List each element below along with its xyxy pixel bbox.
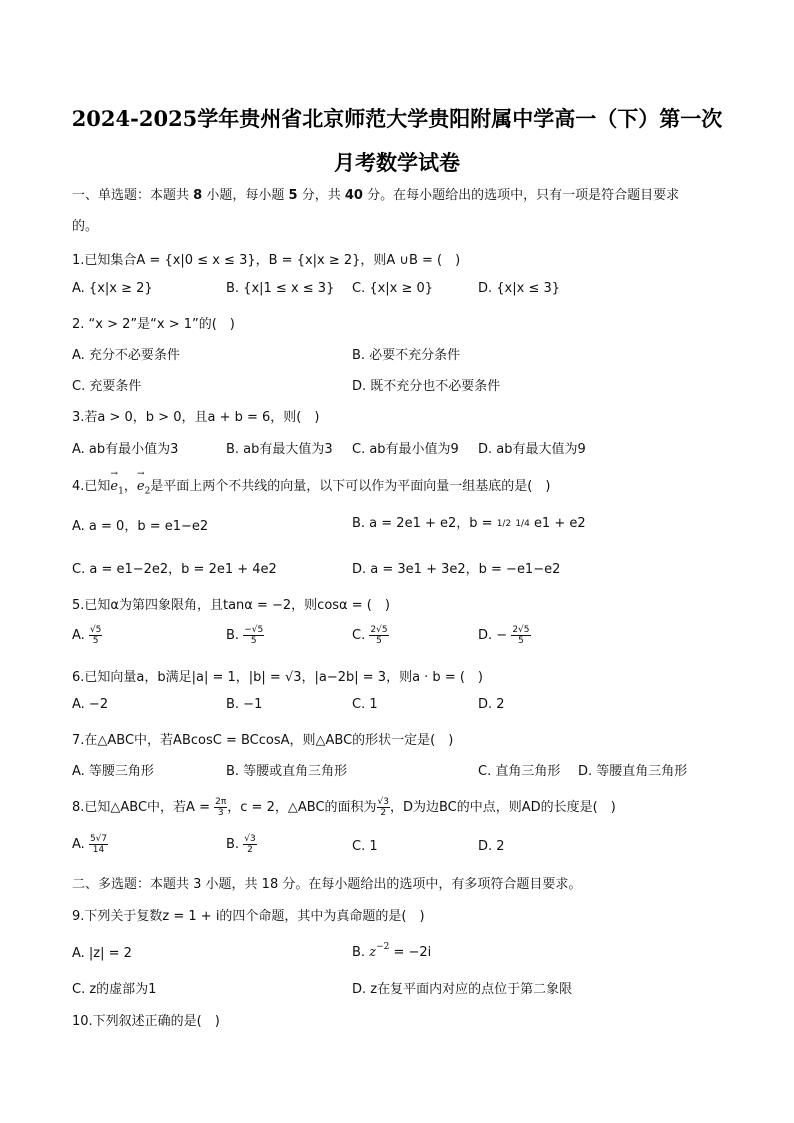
exam-title-line1: 2024-2025学年贵州省北京师范大学贵阳附属中学高一（下）第一次	[71, 106, 723, 131]
q5-option-a-label: A.	[72, 628, 85, 643]
q7-option-b: B. 等腰或直角三角形	[226, 764, 348, 779]
q4-option-b-pre: B. a = 2e1 + e2，b =	[352, 516, 497, 531]
q8-stem-mid: ，c = 2，△ABC的面积为	[227, 800, 377, 815]
q4-option-c: C. a = e1−2e2，b = 2e1 + 4e2	[72, 562, 277, 577]
q5-b-den: 5	[250, 636, 257, 646]
q8-angle-fraction	[214, 797, 227, 818]
q4-option-a: A. a = 0，b = e1−e2	[72, 519, 209, 534]
q5-option-d-label: D. −	[478, 628, 508, 643]
q5-d-num: 2√5	[512, 625, 530, 635]
q9-option-d: D. z在复平面内对应的点位于第二象限	[352, 982, 573, 997]
q8-stem	[72, 796, 616, 818]
q9-option-a: A. |z| = 2	[72, 946, 132, 961]
q4-e1-vector	[110, 479, 118, 494]
q2-stem: 2. “x > 2”是“x > 1”的( )	[72, 317, 235, 332]
q9-option-c: C. z的虚部为1	[72, 982, 157, 997]
q5-b-num: −√5	[244, 625, 264, 635]
q5-a-num: √5	[89, 625, 102, 635]
q8-option-b-fraction	[243, 834, 256, 855]
q8-option-a-fraction	[89, 834, 108, 855]
q8-s-num: √3	[377, 797, 389, 807]
q8-option-b-label: B.	[226, 837, 240, 852]
q6-option-d: D. 2	[478, 697, 505, 712]
q5-option-b-label: B.	[226, 628, 240, 643]
q5-option-b-fraction	[243, 625, 264, 646]
section1-heading	[72, 180, 732, 242]
q9-option-b-pre: B.	[352, 945, 370, 960]
section2-heading: 二、多选题：本题共 3 小题，共 18 分。在每小题给出的选项中，有多项符合题目要求。	[72, 877, 582, 892]
q4-sub2: 2	[144, 486, 151, 497]
q2-option-d: D. 既不充分也不必要条件	[352, 379, 501, 394]
q5-option-d	[478, 625, 531, 646]
section1-mid1: 小题，每小题	[206, 188, 285, 203]
q8-b-opt-num: √3	[244, 834, 256, 844]
section1-mid2: 分，共	[301, 188, 341, 203]
q4-stem-post: 是平面上两个不共线的向量，以下可以作为平面向量一组基底的是( )	[150, 479, 551, 494]
q8-a-opt-den: 14	[92, 845, 105, 855]
exam-title-line2: 月考数学试卷	[334, 150, 460, 175]
q4-e2-vector	[137, 479, 145, 494]
q7-stem: 7.在△ABC中，若ABcosC = BCcosA，则△ABC的形状一定是( )	[72, 733, 454, 748]
q2-option-c: C. 充要条件	[72, 379, 142, 394]
q4-comma: ，	[123, 479, 137, 494]
q8-stem-post: ，D为边BC的中点，则AD的长度是( )	[389, 800, 616, 815]
q5-stem: 5.已知α为第四象限角，且tanα = −2，则cosα = ( )	[72, 598, 390, 613]
q3-option-b: B. ab有最大值为3	[226, 442, 333, 457]
q8-a-opt-num: 5√7	[89, 834, 108, 844]
q8-option-a-label: A.	[72, 837, 85, 852]
q8-area-fraction	[377, 797, 390, 818]
q5-c-den: 5	[376, 636, 382, 646]
q5-option-c-fraction	[369, 625, 388, 646]
q10-stem: 10.下列叙述正确的是( )	[72, 1014, 220, 1029]
section1-score-total: 40	[344, 188, 363, 203]
q4-option-b-quarter: 1/4	[515, 518, 530, 529]
q4-option-b	[352, 512, 586, 531]
q5-option-d-fraction	[511, 625, 530, 646]
q1-stem: 1.已知集合A = {x|0 ≤ x ≤ 3}，B = {x|x ≥ 2}，则A ∪B = ( )	[72, 253, 461, 268]
q5-option-b	[226, 625, 264, 646]
q1-option-b: B. {x|1 ≤ x ≤ 3}	[226, 281, 335, 296]
q6-option-a: A. −2	[72, 697, 109, 712]
q4-e2: e	[136, 479, 145, 494]
q3-stem: 3.若a > 0，b > 0，且a + b = 6，则( )	[72, 410, 320, 425]
q4-option-b-tail: e1 + e2	[533, 516, 586, 531]
q5-option-a-fraction	[89, 625, 102, 646]
section1-wrap: 的。	[72, 219, 99, 234]
q9-stem: 9.下列关于复数z = 1 + i的四个命题，其中为真命题的是( )	[72, 909, 425, 924]
q7-option-a: A. 等腰三角形	[72, 764, 154, 779]
q3-option-c: C. ab有最小值为9	[352, 442, 459, 457]
q2-option-a: A. 充分不必要条件	[72, 348, 180, 363]
q4-option-b-half: 1/2	[496, 518, 512, 529]
q4-sub1: 1	[118, 486, 124, 497]
q9-option-b-post: = −2i	[389, 945, 432, 960]
q9-option-b-z: z	[369, 945, 377, 960]
q9-option-b	[352, 942, 431, 960]
q3-option-d: D. ab有最大值为9	[478, 442, 586, 457]
q4-option-d: D. a = 3e1 + 3e2，b = −e1−e2	[352, 562, 561, 577]
q2-option-b: B. 必要不充分条件	[352, 348, 461, 363]
q8-stem-pre: 8.已知△ABC中，若A =	[72, 800, 215, 815]
q7-option-c: C. 直角三角形	[478, 764, 561, 779]
q8-option-a	[72, 834, 108, 855]
q6-stem: 6.已知向量a，b满足|a| = 1，|b| = √3，|a−2b| = 3，则a · b = ( )	[72, 670, 483, 685]
q1-option-d: D. {x|x ≤ 3}	[478, 281, 561, 296]
q5-option-c-label: C.	[352, 628, 366, 643]
q7-option-d: D. 等腰直角三角形	[578, 764, 688, 779]
q4-stem-pre: 4.已知	[72, 479, 111, 494]
q8-a-den: 3	[217, 808, 224, 818]
section1-count: 8	[193, 188, 203, 203]
q5-option-a	[72, 625, 102, 646]
section1-tail: 分。在每小题给出的选项中，只有一项是符合题目要求	[367, 188, 680, 203]
q8-a-num: 2π	[215, 797, 227, 807]
q8-s-den: 2	[380, 808, 387, 818]
q5-d-den: 5	[518, 636, 524, 646]
q6-option-c: C. 1	[352, 697, 378, 712]
q4-e1: e	[110, 479, 119, 494]
q5-c-num: 2√5	[370, 625, 388, 635]
q4-stem	[72, 475, 550, 497]
q8-option-b	[226, 834, 257, 855]
q8-option-d: D. 2	[478, 839, 505, 854]
q3-option-a: A. ab有最小值为3	[72, 442, 179, 457]
q5-a-den: 5	[92, 636, 99, 646]
q5-option-c	[352, 625, 389, 646]
q6-option-b: B. −1	[226, 697, 263, 712]
q1-option-a: A. {x|x ≥ 2}	[72, 281, 153, 296]
q9-option-b-sup: −2	[376, 942, 390, 952]
q8-option-c: C. 1	[352, 839, 378, 854]
q8-b-opt-den: 2	[247, 845, 253, 855]
section1-lead: 一、单选题：本题共	[72, 188, 190, 203]
section1-score-each: 5	[288, 188, 298, 203]
q1-option-c: C. {x|x ≥ 0}	[352, 281, 434, 296]
